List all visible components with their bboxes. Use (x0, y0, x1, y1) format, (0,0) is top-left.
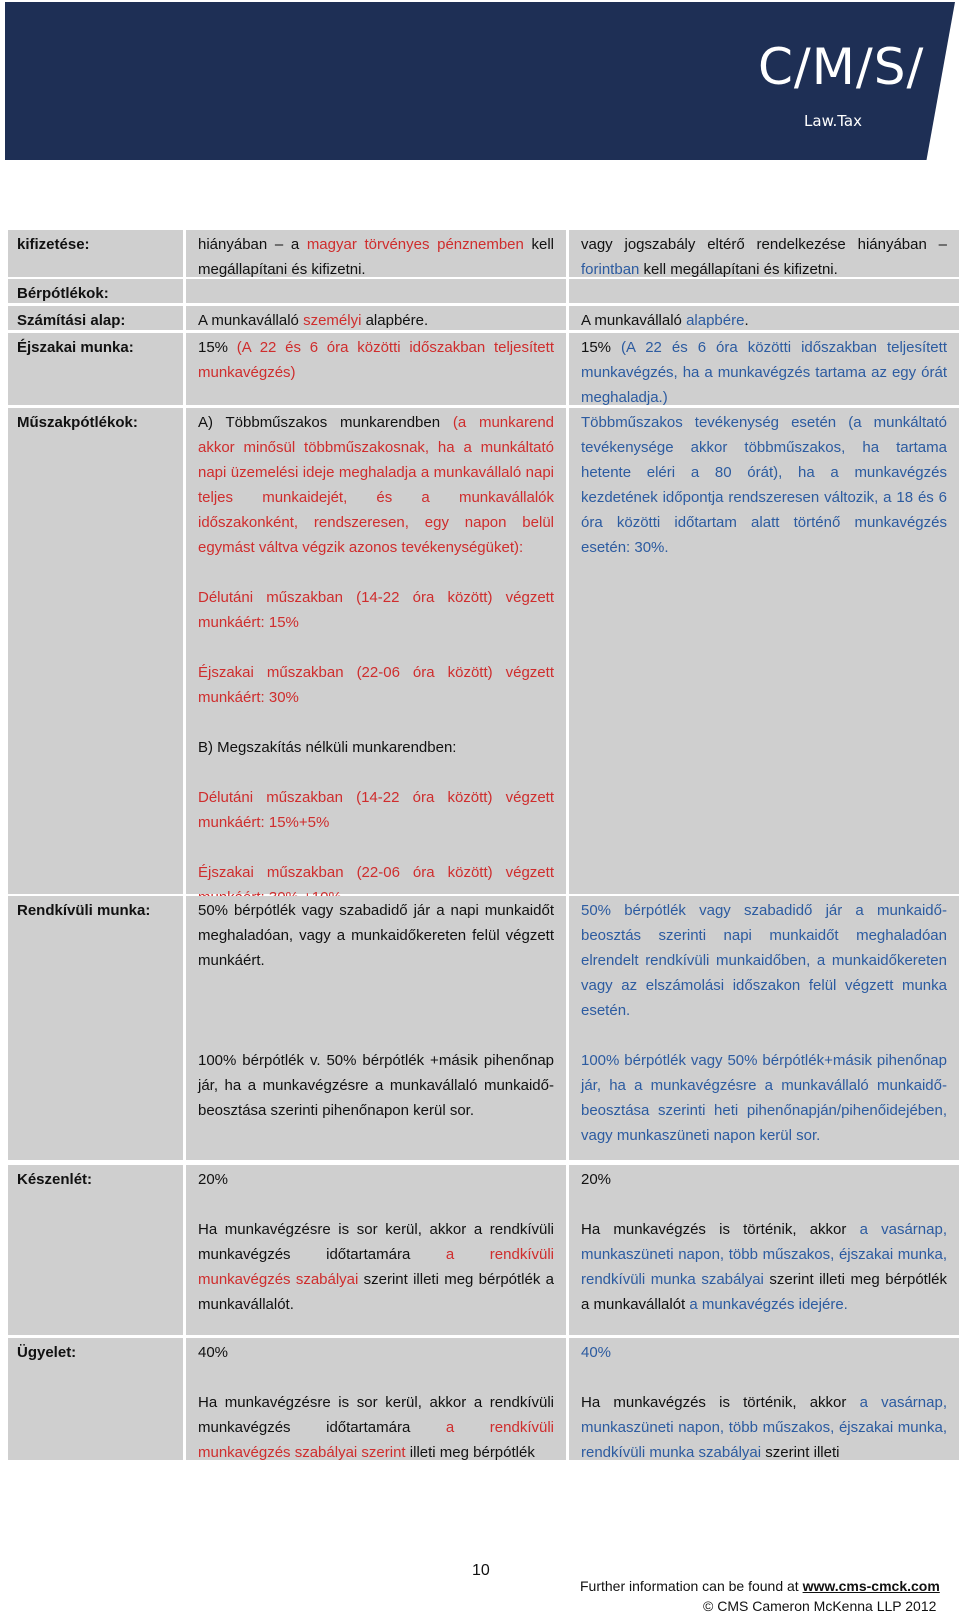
new-law-cell (569, 306, 959, 330)
paragraph: 40% (198, 1344, 229, 1361)
old-law-cell (186, 1338, 566, 1460)
table-row-kifizetese (8, 230, 959, 280)
paragraph (581, 1217, 947, 1317)
paragraph (198, 1390, 554, 1460)
table-row-ejszakai-munka (8, 333, 959, 407)
paragraph: Délutáni műszakban (14-22 óra között) végzett munkáért: 15% (198, 589, 554, 631)
text-run: (a munkarend akkor minősül többműszakosnak, ha a munkáltató napi üzemelési ideje meghaladja a munkavállaló napi teljes munkaidejét, és a munkavállalók időszakonként, rendszeresen, egy napon belül egymást váltva végzik azonos tevékenységüket): (198, 414, 554, 556)
text-run: a munkavégzés idejére. (689, 1296, 848, 1313)
new-law-cell (569, 279, 959, 303)
text-run: A) Többműszakos munkarendben (198, 414, 453, 431)
paragraph: B) Megszakítás nélküli munkarendben: (198, 739, 457, 756)
text-run: 15% (198, 339, 237, 356)
text-run: vagy jogszabály eltérő rendelkezése hiányában – (581, 236, 947, 253)
paragraph (198, 1217, 554, 1317)
text-run: szerint illeti meg bérpótlék a munkavállalót. (198, 1271, 554, 1313)
old-law-cell (186, 279, 566, 303)
table-row-szamitasi-alap (8, 306, 959, 332)
text-run: a vasárnap, munkaszüneti napon, több műszakos, éjszakai munka, rendkívüli munka szabályai (581, 1221, 947, 1288)
text-run: Ha munkavégzésre is sor kerül, akkor a rendkívüli munkavégzés időtartamára (198, 1221, 554, 1263)
row-label: Műszakpótlékok: (8, 408, 183, 894)
footer-info-text: Further information can be found at (580, 1578, 803, 1594)
paragraph: 100% bérpótlék v. 50% bérpótlék +másik pihenőnap jár, ha a munkavégzésre a munkavállaló munkaidő-beosztása szerinti pihenőnapon kerül sor. (198, 1052, 554, 1119)
text-run: Ha munkavégzés is történik, akkor (581, 1221, 860, 1238)
text-run: a rendkívüli munkavégzés szabályai (198, 1246, 554, 1288)
new-law-cell (569, 896, 959, 1160)
new-law-cell (569, 333, 959, 405)
new-law-cell (569, 1338, 959, 1460)
text-run: személyi (303, 312, 362, 329)
text-run: magyar törvényes pénznemben (306, 236, 524, 253)
old-law-cell (186, 896, 566, 1160)
logo-subtitle: Law.Tax (804, 112, 862, 130)
cms-logo (758, 38, 925, 133)
text-run: forintban (581, 261, 640, 278)
text-run: (A 22 és 6 óra közötti időszakban teljesített munkavégzés, ha a munkavégzés tartama az egy órát meghaladja.) (581, 339, 947, 406)
new-law-cell (569, 1165, 959, 1335)
old-law-cell (186, 408, 566, 894)
row-label: Bérpótlékok: (8, 279, 183, 303)
old-law-cell (186, 230, 566, 277)
paragraph: Éjszakai műszakban (22-06 óra között) végzett munkáért: 30% (198, 664, 554, 706)
row-label: Éjszakai munka: (8, 333, 183, 405)
paragraph: 100% bérpótlék vagy 50% bérpótlék+másik pihenőnap jár, ha a munkavégzésre a munkavállaló munkaidő-beosztása szerinti heti pihenőnapján/pihenőidejében, vagy munkaszüneti napon kerül sor. (581, 1052, 947, 1144)
footer-info (580, 1578, 940, 1594)
table-row-keszenlet (8, 1165, 959, 1337)
paragraph: Éjszakai műszakban (22-06 óra között) végzett (198, 864, 554, 881)
paragraph: 20% (581, 1171, 612, 1188)
text-run: (A 22 és 6 óra közötti időszakban teljesített munkavégzés) (198, 339, 554, 381)
paragraph (581, 1390, 947, 1460)
old-law-cell (186, 333, 566, 405)
text-run: szerint illeti meg bérpótlék a munkavállalót (581, 1271, 948, 1313)
old-law-cell (186, 306, 566, 330)
text-run: A munkavállaló (198, 312, 304, 329)
text-run: Ha munkavégzésre is sor kerül, akkor a rendkívüli munkavégzés időtartamára (198, 1394, 554, 1436)
paragraph: 40% (581, 1344, 612, 1361)
paragraph (198, 410, 554, 560)
footer-link[interactable]: www.cms-cmck.com (802, 1578, 940, 1594)
text-run: illeti meg bérpótlék (405, 1444, 535, 1460)
text-run: alapbére. (361, 312, 429, 329)
page-number: 10 (472, 1562, 490, 1579)
new-law-cell (569, 230, 959, 277)
text-run: a vasárnap, munkaszüneti napon, több műszakos, éjszakai munka, rendkívüli munka szabályai (581, 1394, 947, 1460)
new-law-cell: Többműszakos tevékenység esetén (a munkáltató tevékenysége akkor többműszakos, ha tartama hetente eléri a 80 órát), ha a munkavégzés kezdetének időpontja rendszeresen változik, a 18 és 6 óra közötti időtartam alatt történő munkavégzés esetén: 30%. (569, 408, 959, 894)
text-run: kell megállapítani és kifizetni. (639, 261, 838, 278)
table-row-muszakpotlekok (8, 408, 959, 896)
row-label: Számítási alap: (8, 306, 183, 330)
row-label: kifizetése: (8, 230, 183, 277)
text-run: . (744, 312, 749, 329)
text-run: Ha munkavégzés is történik, akkor (581, 1394, 860, 1411)
table-row-ugyelet (8, 1338, 959, 1462)
logo-mark: C/M/S/ (758, 38, 925, 96)
row-label: Ügyelet: (8, 1338, 183, 1460)
table-row-berpotlekok (8, 279, 959, 305)
row-label: Készenlét: (8, 1165, 183, 1335)
row-label: Rendkívüli munka: (8, 896, 183, 1160)
text-run: szerint illeti (761, 1444, 840, 1460)
old-law-cell (186, 1165, 566, 1335)
text-run: A munkavállaló (581, 312, 687, 329)
paragraph: Délutáni műszakban (14-22 óra között) végzett munkáért: 15%+5% (198, 789, 554, 831)
text-run: hiányában – a (198, 236, 307, 253)
text-run: 15% (581, 339, 622, 356)
paragraph: 20% (198, 1171, 229, 1188)
text-run: kell megállapítani és kifizetni. (198, 236, 554, 278)
paragraph: 50% bérpótlék vagy szabadidő jár a napi munkaidőt meghaladóan, vagy a munkaidőkereten felül végzett munkáért. (198, 902, 554, 969)
text-run: a rendkívüli munkavégzés szabályai szerint (198, 1419, 554, 1460)
footer-copyright: © CMS Cameron McKenna LLP 2012 (703, 1598, 937, 1614)
text-run: alapbére (686, 312, 745, 329)
paragraph: 50% bérpótlék vagy szabadidő jár a munkaidő-beosztás szerinti napi munkaidőt meghaladóan elrendelt rendkívüli munkaidőben, a munkaidőkereten vagy az elszámolási időszakon felül végzett munka esetén. (581, 902, 947, 1019)
table-row-rendkivuli-munka (8, 896, 959, 1162)
